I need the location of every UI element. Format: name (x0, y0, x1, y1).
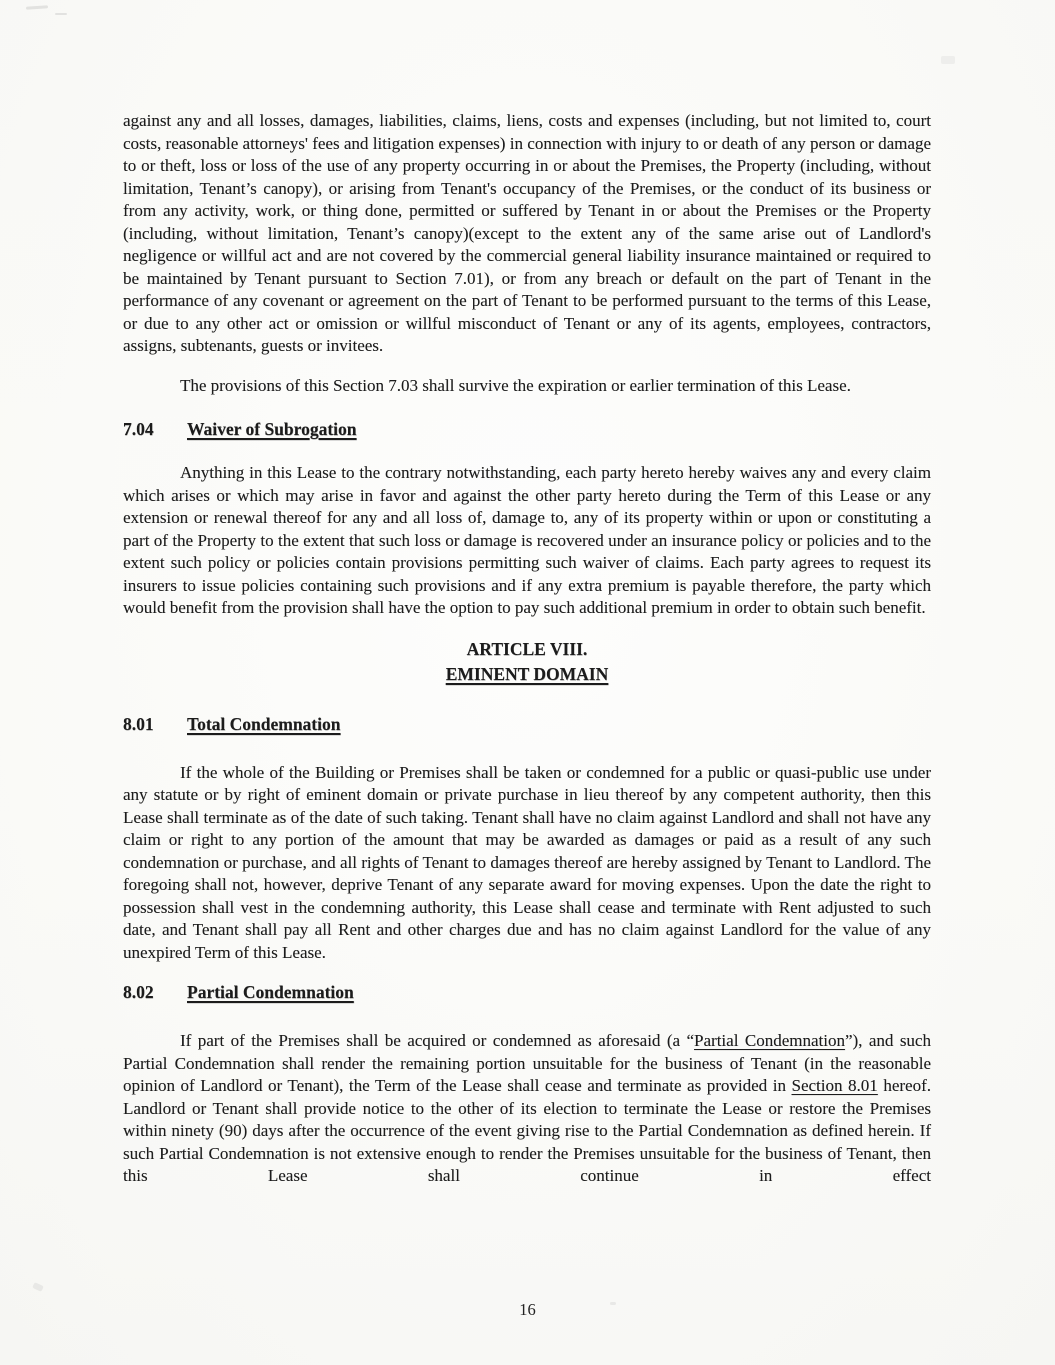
scan-artifact (941, 56, 955, 64)
paragraph-indemnity-continuation: against any and all losses, damages, liabilities, claims, liens, costs and expenses (including, but not limited to, court costs, reasonable attorneys' fees and litigation expenses) in connection with injury to or death of any person or damage to or theft, loss or loss of the use of any property occurring in or about the Premises, the Property (including, without limitation, Tenant’s canopy), or arising from Tenant's occupancy of the Premises, or the conduct of its business or from any activity, work, or thing done, permitted or suffered by Tenant in or about the Premises or the Property (including, without limitation, Tenant’s canopy)(except to the extent any of the same arise out of Landlord's negligence or willful act and are not covered by the commercial general liability insurance maintained or required to be maintained by Tenant pursuant to Section 7.01), or from any breach or default on the part of Tenant in the performance of any covenant or agreement on the part of Tenant to be performed pursuant to the terms of this Lease, or due to any other act or omission or willful misconduct of Tenant or any of its agents, employees, contractors, assigns, subtenants, guests or invitees. (123, 111, 931, 355)
paragraph-waiver-of-subrogation: Anything in this Lease to the contrary notwithstanding, each party hereto hereby waives any and every claim which arises or which may arise in favor and against the other party hereto during the Term of this Lease or any extension or renewal thereof for any and all loss of, damage to, any of its property within or upon or constituting a part of the Property to the extent that such loss or damage is recovered under an insurance policy or policies and to the extent such policy or policies contain provisions permitting such waiver of claims. Each party agrees to request its insurers to issue policies containing such provisions and if any extra premium is payable therefore, the party which would benefit from the provision shall have the option to pay such additional premium in order to obtain such benefit. (123, 463, 931, 617)
article-number-line: ARTICLE VIII. (466, 638, 588, 659)
section-title: Total Condemnation (187, 713, 341, 734)
text-run: If part of the Premises shall be acquired or condemned as aforesaid (a “ (180, 1031, 695, 1050)
paragraph-total-condemnation: If the whole of the Building or Premises shall be taken or condemned for a public or quasi-public use under any statute or by right of eminent domain or private purchase in lieu thereof by any competent authority, then this Lease shall terminate as of the date of such taking. Tenant shall have no claim against Landlord and shall not have any claim or right to any portion of the amount that may be awarded as damages or paid as a result of any such condemnation or purchase, and all rights of Tenant to damages thereof are hereby assigned by Tenant to Landlord. The foregoing shall not, however, deprive Tenant of any separate award for moving expenses. Upon the date the right to possession shall vest in the condemning authority, this Lease shall cease and terminate with Rent adjusted to such date, and Tenant shall pay all Rent and other charges due and has no claim against Landlord for the value of any unexpired Term of this Lease. (123, 762, 931, 962)
section-title: Partial Condemnation (187, 982, 354, 1002)
section-title: Waiver of Subrogation (187, 419, 357, 439)
article-viii-heading (123, 637, 931, 687)
section-number: 8.01 (123, 713, 154, 734)
section-heading-8-02 (123, 981, 931, 1004)
section-heading-7-04 (123, 418, 931, 441)
section-heading-8-01 (123, 713, 931, 736)
page-content (123, 110, 931, 1188)
defined-term-partial-condemnation: Partial Condemnation (694, 1031, 845, 1050)
cross-reference-section-8-01: Section 8.01 (791, 1076, 878, 1095)
section-number: 7.04 (123, 419, 154, 439)
section-number: 8.02 (123, 982, 154, 1002)
text-run: hereof. Landlord or Tenant shall provide notice to the other of its election to terminate the Lease or restore the Premises within ninety (90) days after the occurrence of the event giving rise to the Partial Condemnation as defined herein. If such Partial Condemnation is not extensive enough to render the Premises unsuitable for the business of Tenant, then this Lease shall continue in effect (123, 1076, 932, 1185)
paragraph-partial-condemnation (123, 1030, 931, 1188)
page-number: 16 (519, 1300, 536, 1319)
scan-artifact (55, 13, 67, 15)
scan-artifact (32, 1282, 44, 1292)
article-title-line: EMINENT DOMAIN (445, 663, 609, 684)
scan-artifact (26, 5, 48, 10)
text-run: ”), and such Partial Condemnation shall render the remaining portion unsuitable for the business of Tenant (in the reasonable opinion of Landlord or Tenant), the Term of the Lease shall cease and terminate as provided in (123, 1031, 931, 1095)
paragraph-section-703-survival: The provisions of this Section 7.03 shall survive the expiration or earlier termination of this Lease. (180, 375, 851, 395)
